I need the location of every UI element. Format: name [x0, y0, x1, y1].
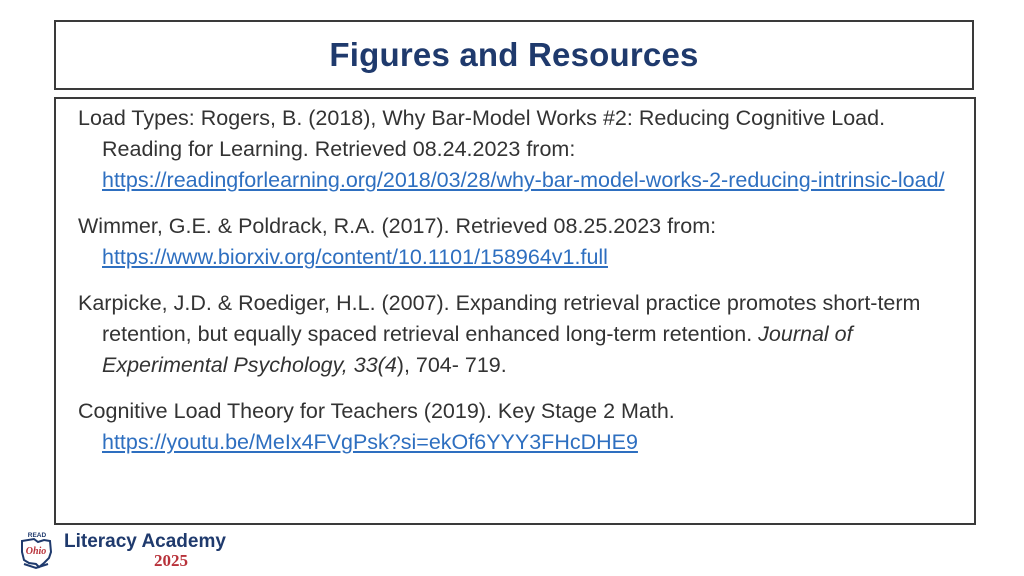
reference-link[interactable]: https://www.biorxiv.org/content/10.1101/158964v1.full	[102, 245, 608, 269]
badge-state-text: Ohio	[25, 546, 47, 557]
reference-text: Cognitive Load Theory for Teachers (2019). Key Stage 2 Math.	[78, 399, 675, 423]
reference-item	[78, 288, 956, 381]
reference-item	[78, 396, 956, 458]
reference-text: Load Types: Rogers, B. (2018), Why Bar-Model Works #2: Reducing Cognitive Load. Reading for Learning. Retrieved 08.24.2023 from:	[78, 106, 886, 161]
reference-text: Karpicke, J.D. & Roediger, H.L. (2007). Expanding retrieval practice promotes short-term retention, but equally spaced retrieval enhanced long-term retention.	[78, 291, 921, 346]
reference-link[interactable]: https://youtu.be/MeIx4FVgPsk?si=ekOf6YYY3FHcDHE9	[102, 430, 638, 454]
ohio-badge-icon	[14, 530, 60, 570]
reference-link[interactable]: https://readingforlearning.org/2018/03/28/why-bar-model-works-2-reducing-intrinsic-load/	[102, 168, 945, 192]
reference-pages: ), 704- 719.	[396, 353, 507, 377]
page-title: Figures and Resources	[329, 36, 699, 73]
logo-year: 2025	[154, 550, 188, 570]
title-box	[54, 20, 974, 90]
badge-read-text: READ	[27, 532, 47, 539]
reference-item	[78, 211, 956, 273]
journal-title: Journal of Experimental Psychology, 33(4	[102, 322, 853, 377]
reference-item	[78, 103, 956, 196]
references-box	[54, 97, 976, 525]
logo-text	[64, 532, 226, 569]
reference-text: Wimmer, G.E. & Poldrack, R.A. (2017). Retrieved 08.25.2023 from:	[78, 214, 717, 238]
logo-name: Literacy Academy	[64, 530, 226, 552]
literacy-academy-logo	[14, 528, 226, 572]
